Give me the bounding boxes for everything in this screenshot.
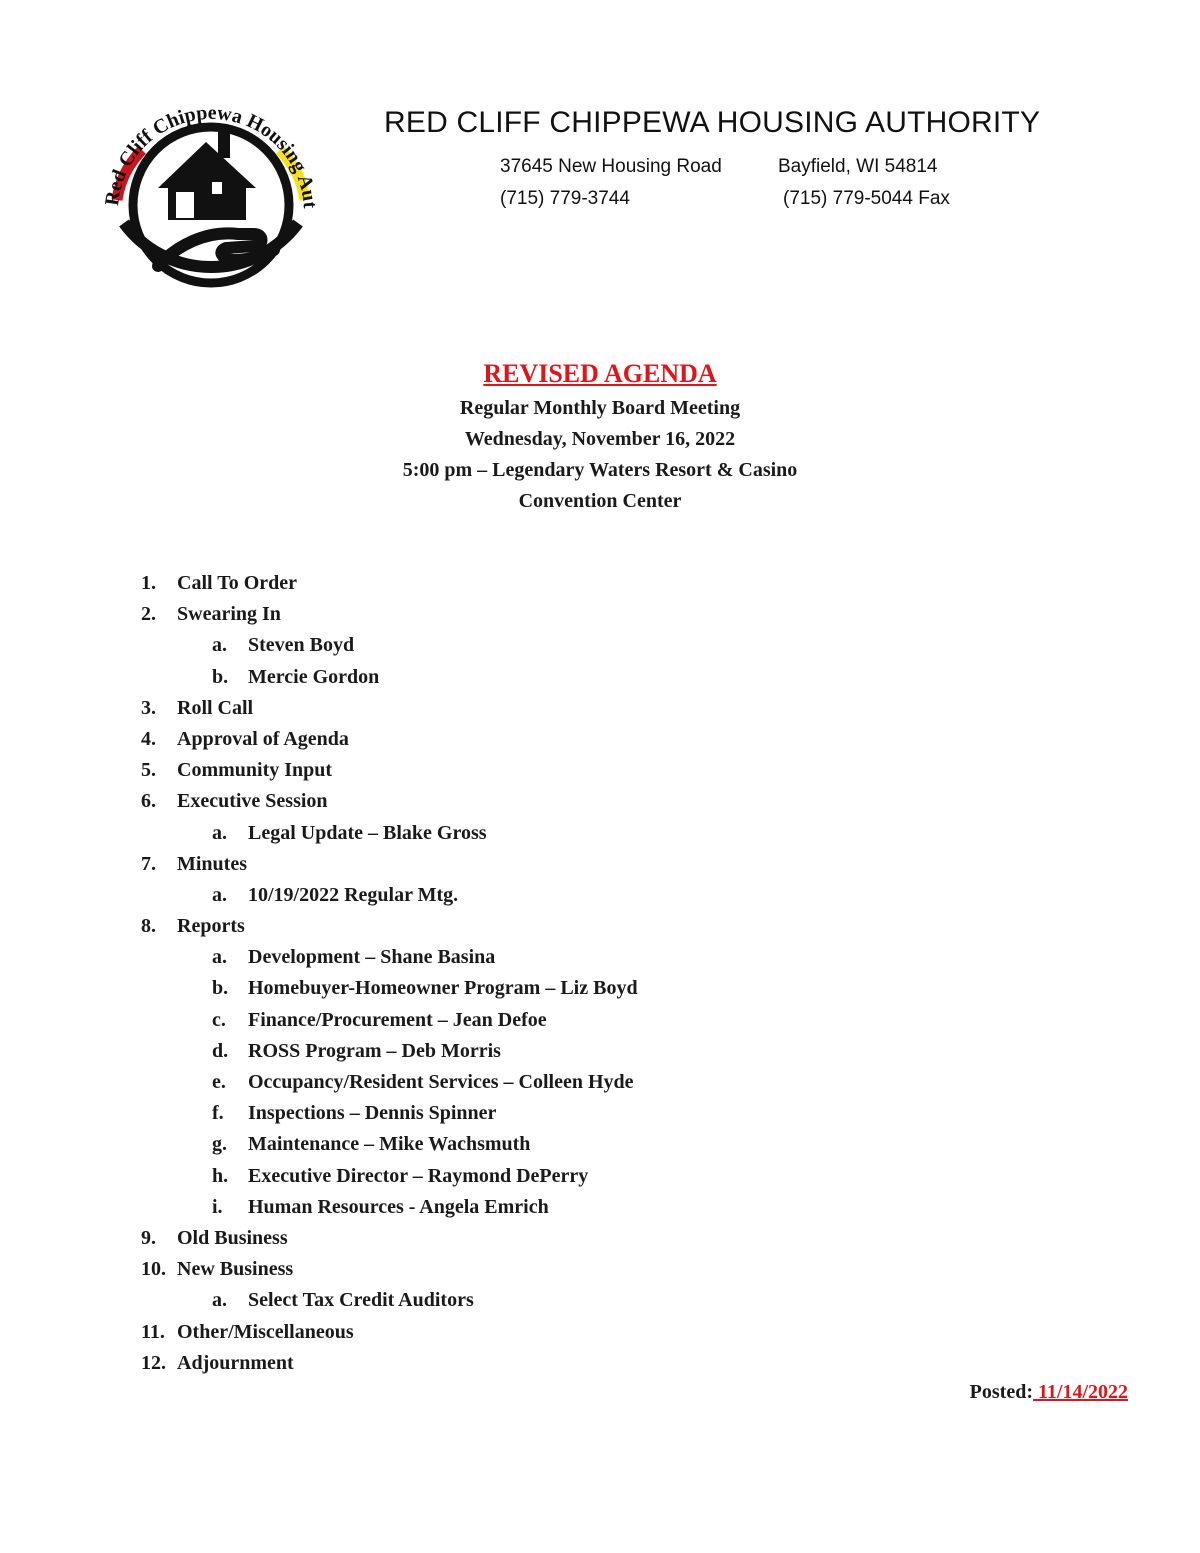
- agenda-subitem: [0, 1040, 1200, 1071]
- item-text: Homebuyer-Homeowner Program – Liz Boyd: [248, 977, 638, 1000]
- item-number: 2.: [141, 603, 156, 626]
- item-number: 6.: [141, 790, 156, 813]
- agenda-subitem: [0, 884, 1200, 915]
- item-letter: e.: [212, 1071, 226, 1093]
- housing-authority-logo: [66, 70, 336, 318]
- item-text: Call To Order: [177, 572, 298, 594]
- item-text: Occupancy/Resident Services – Colleen Hyde: [248, 1071, 634, 1093]
- agenda-item: [0, 572, 1200, 603]
- posted-line: [970, 1381, 1128, 1404]
- item-number: 4.: [141, 727, 156, 750]
- meeting-date: Wednesday, November 16, 2022: [464, 428, 736, 450]
- item-text: Executive Director – Raymond DePerry: [248, 1164, 589, 1187]
- fax-number: (715) 779-5044 Fax: [783, 188, 950, 209]
- item-text: Roll Call: [177, 696, 254, 719]
- meeting-venue: Convention Center: [518, 490, 682, 512]
- item-number: 12.: [141, 1351, 166, 1374]
- meeting-type: Regular Monthly Board Meeting: [459, 397, 741, 419]
- item-letter: a.: [212, 634, 227, 657]
- street-address: 37645 New Housing Road: [500, 156, 722, 177]
- agenda-subitem: [0, 1009, 1200, 1040]
- item-text: Reports: [177, 915, 245, 938]
- item-text: Mercie Gordon: [248, 665, 380, 688]
- organization-name: RED CLIFF CHIPPEWA HOUSING AUTHORITY: [384, 106, 1041, 139]
- item-letter: d.: [212, 1039, 229, 1062]
- agenda-item: [0, 1227, 1200, 1258]
- item-letter: b.: [212, 977, 229, 1000]
- item-text: New Business: [177, 1258, 294, 1281]
- meeting-time-location: 5:00 pm – Legendary Waters Resort & Casino: [402, 459, 798, 481]
- agenda-item: [0, 603, 1200, 634]
- item-text: Minutes: [177, 852, 247, 875]
- item-text: Other/Miscellaneous: [177, 1320, 354, 1343]
- item-letter: a.: [212, 821, 227, 844]
- item-number: 11.: [141, 1320, 165, 1343]
- agenda-subitem: [0, 977, 1200, 1008]
- agenda-item: [0, 697, 1200, 728]
- item-letter: f.: [212, 1102, 224, 1125]
- agenda-item: [0, 1352, 1200, 1383]
- item-text: Inspections – Dennis Spinner: [248, 1102, 497, 1125]
- agenda-subitem: [0, 1289, 1200, 1320]
- item-text: Maintenance – Mike Wachsmuth: [248, 1133, 531, 1156]
- phone-number: (715) 779-3744: [500, 188, 630, 209]
- agenda-subitem: [0, 946, 1200, 977]
- agenda-subitem: [0, 634, 1200, 665]
- agenda-subitem: [0, 1102, 1200, 1133]
- item-letter: a.: [212, 1289, 227, 1312]
- item-text: Swearing In: [177, 603, 281, 626]
- item-text: Human Resources - Angela Emrich: [248, 1195, 549, 1218]
- agenda-item: [0, 853, 1200, 884]
- item-text: ROSS Program – Deb Morris: [248, 1039, 501, 1062]
- agenda-list: [0, 572, 1200, 1383]
- item-text: Executive Session: [177, 790, 328, 813]
- logo-ring-text: Red Cliff Chippewa Housing Aut: [101, 101, 321, 209]
- item-text: Approval of Agenda: [177, 727, 349, 750]
- agenda-subitem: [0, 1196, 1200, 1227]
- agenda-subitem: [0, 1165, 1200, 1196]
- agenda-subitem: [0, 666, 1200, 697]
- agenda-item: [0, 1258, 1200, 1289]
- item-text: Community Input: [177, 759, 333, 782]
- item-text: Adjournment: [177, 1351, 294, 1374]
- item-number: 1.: [141, 572, 156, 594]
- posted-date: 11/14/2022: [1037, 1381, 1128, 1403]
- item-text: Steven Boyd: [248, 634, 355, 657]
- item-text: Select Tax Credit Auditors: [248, 1289, 474, 1312]
- item-number: 8.: [141, 915, 156, 938]
- item-text: Old Business: [177, 1226, 288, 1249]
- agenda-item: [0, 1321, 1200, 1352]
- agenda-item: [0, 728, 1200, 759]
- item-letter: g.: [212, 1133, 227, 1156]
- posted-label: Posted:: [969, 1381, 1033, 1403]
- item-letter: c.: [212, 1008, 226, 1031]
- item-letter: a.: [212, 883, 227, 906]
- item-number: 9.: [141, 1226, 156, 1249]
- agenda-subitem: [0, 1071, 1200, 1102]
- agenda-subitem: [0, 1133, 1200, 1164]
- item-letter: i.: [212, 1195, 223, 1218]
- revised-agenda-title: REVISED AGENDA: [483, 359, 717, 388]
- item-text: Legal Update – Blake Gross: [248, 821, 487, 844]
- item-letter: h.: [212, 1164, 229, 1187]
- house-icon: [158, 132, 256, 220]
- agenda-subitem: [0, 822, 1200, 853]
- item-letter: a.: [212, 946, 227, 969]
- item-number: 10.: [141, 1258, 166, 1281]
- item-text: 10/19/2022 Regular Mtg.: [248, 883, 459, 906]
- item-number: 7.: [141, 852, 156, 875]
- agenda-item: [0, 790, 1200, 821]
- item-number: 3.: [141, 696, 156, 719]
- item-letter: b.: [212, 665, 229, 688]
- agenda-item: [0, 759, 1200, 790]
- agenda-item: [0, 915, 1200, 946]
- city-state-zip: Bayfield, WI 54814: [778, 156, 938, 177]
- item-text: Finance/Procurement – Jean Defoe: [248, 1008, 547, 1031]
- item-text: Development – Shane Basina: [248, 946, 496, 969]
- item-number: 5.: [141, 759, 156, 782]
